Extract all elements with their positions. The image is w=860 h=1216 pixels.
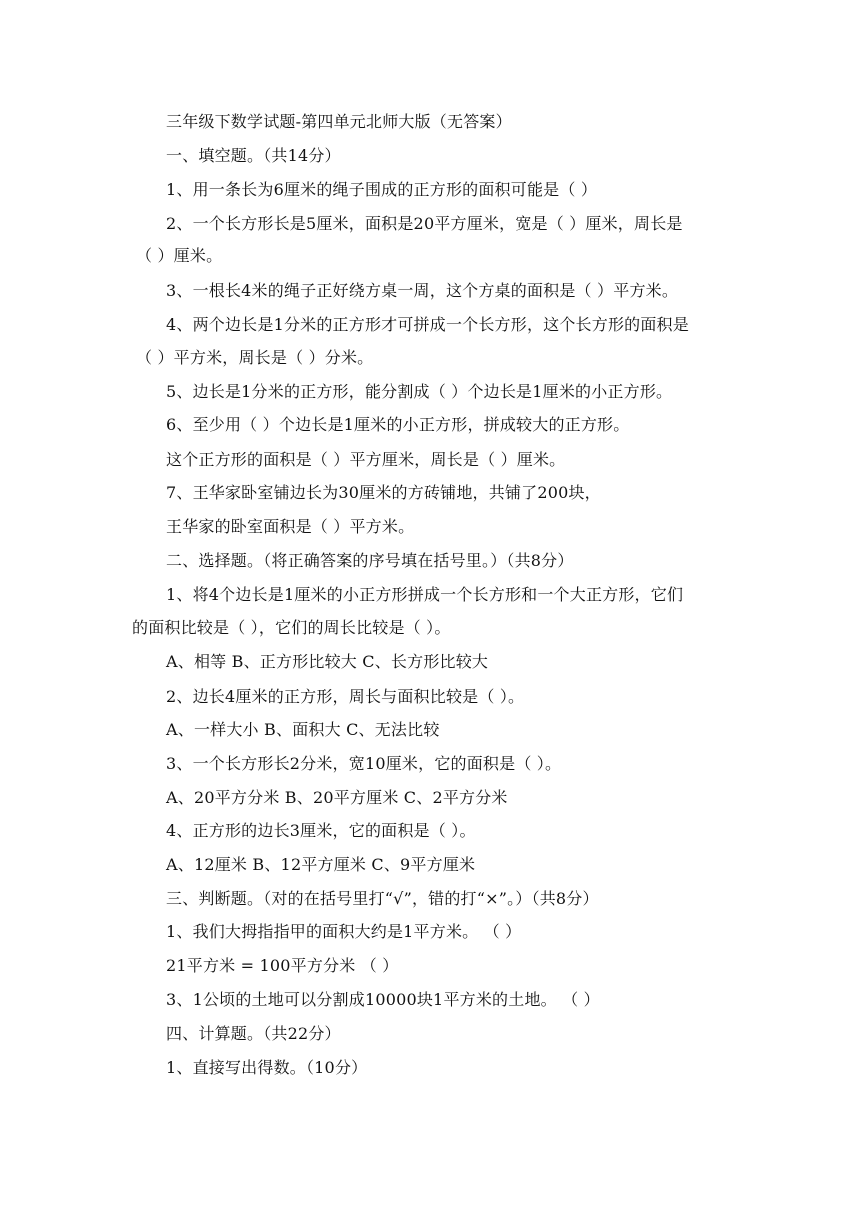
section-heading-fill-blank: 一、填空题。（共14分） — [166, 146, 341, 165]
question-line: 6、至少用（ ）个边长是1厘米的小正方形，拼成较大的正方形。 — [166, 415, 630, 434]
question-line: 3、一根长4米的绳子正好绕方桌一周，这个方桌的面积是（ ）平方米。 — [166, 281, 679, 300]
question-line: 21平方米 = 100平方分米 （ ） — [166, 956, 399, 975]
answer-options: A、12厘米 B、12平方厘米 C、9平方厘米 — [166, 855, 476, 874]
question-line: 3、一个长方形长2分米，宽10厘米，它的面积是（ ）。 — [166, 754, 562, 773]
document-title: 三年级下数学试题-第四单元北师大版（无答案） — [166, 112, 512, 131]
question-line: 1、直接写出得数。（10分） — [166, 1058, 368, 1077]
question-line-continued: 的面积比较是（ ），它们的周长比较是（ ）。 — [132, 618, 451, 637]
question-line-continued: （ ）厘米。 — [136, 246, 223, 265]
question-line: 4、正方形的边长3厘米，它的面积是（ ）。 — [166, 821, 476, 840]
answer-options: A、相等 B、正方形比较大 C、长方形比较大 — [166, 652, 489, 671]
question-line: 王华家的卧室面积是（ ）平方米。 — [166, 517, 415, 536]
question-line: 7、王华家卧室铺边长为30厘米的方砖铺地，共铺了200块， — [166, 483, 601, 502]
question-line: 1、用一条长为6厘米的绳子围成的正方形的面积可能是（ ） — [166, 180, 598, 199]
question-line: 1、将4个边长是1厘米的小正方形拼成一个长方形和一个大正方形，它们 — [166, 585, 684, 604]
answer-options: A、一样大小 B、面积大 C、无法比较 — [166, 720, 440, 739]
section-heading-multiple-choice: 二、选择题。（将正确答案的序号填在括号里。）（共8分） — [166, 551, 574, 570]
answer-options: A、20平方分米 B、20平方厘米 C、2平方分米 — [166, 788, 508, 807]
question-line: 4、两个边长是1分米的正方形才可拼成一个长方形，这个长方形的面积是 — [166, 315, 689, 334]
question-line: 这个正方形的面积是（ ）平方厘米，周长是（ ）厘米。 — [166, 450, 566, 469]
section-heading-calculation: 四、计算题。（共22分） — [166, 1024, 341, 1043]
question-line: 5、边长是1分米的正方形，能分割成（ ）个边长是1厘米的小正方形。 — [166, 382, 673, 401]
question-line: 1、我们大拇指指甲的面积大约是1平方米。 （ ） — [166, 922, 522, 941]
question-line: 2、一个长方形长是5厘米，面积是20平方厘米，宽是（ ）厘米，周长是 — [166, 214, 683, 233]
section-heading-true-false: 三、判断题。（对的在括号里打“√”，错的打“×”。）（共8分） — [166, 889, 599, 908]
question-line-continued: （ ）平方米，周长是（ ）分米。 — [136, 348, 374, 367]
question-line: 2、边长4厘米的正方形，周长与面积比较是（ ）。 — [166, 687, 525, 706]
question-line: 3、1公顷的土地可以分割成10000块1平方米的土地。 （ ） — [166, 990, 600, 1009]
